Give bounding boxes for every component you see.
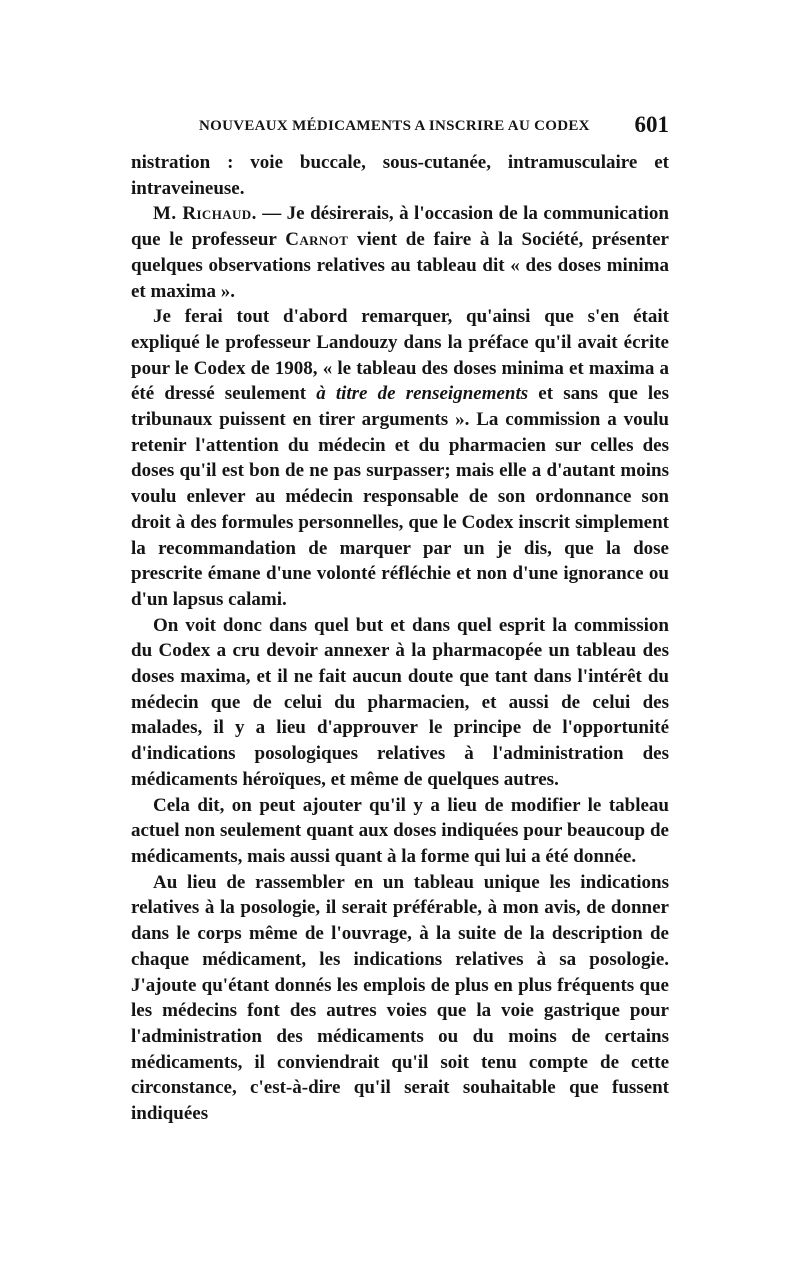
paragraph-text: nistration : voie buccale, sous-cutanée, intramusculaire et intraveineuse.	[131, 152, 669, 199]
paragraph-text: Au lieu de rassembler en un tableau unique les indications relatives à la posologie, il serait préférable, à mon avis, de donner dans le corps même de l'ouvrage, à la suite de la description de chaque médicament, les indications relatives à sa posologie. J'ajoute qu'étant donnés les emplois de plus en plus fréquents que les médecins font des autres voies que la voie gastrique pour l'administration des médicaments ou du moins de certains médicaments, il conviendrait qu'il soit tenu compte de cette circonstance, c'est-à-dire qu'il serait souhaitable que fussent indiquées	[131, 871, 669, 1125]
italic-phrase: à titre de renseignements	[316, 383, 529, 405]
paragraph-text: Cela dit, on peut ajouter qu'il y a lieu de modifier le tableau actuel non seulement quant aux doses indiquées pour beaucoup de médicaments, mais aussi quant à la forme qui lui a été donnée.	[131, 794, 669, 867]
running-header-title: NOUVEAUX MÉDICAMENTS A INSCRIRE AU CODEX	[199, 118, 590, 134]
paragraph-landouzy	[131, 304, 669, 612]
running-header	[131, 112, 669, 144]
page-number: 601	[634, 112, 669, 137]
paragraph-posologie	[131, 870, 669, 1127]
person-name-carnot: Carnot	[285, 229, 349, 251]
paragraph-continuation	[131, 150, 669, 201]
paragraph-text: Je ferai tout d'abord remarquer, qu'ainsi que s'en était expliqué le professeur Landouzy dans la préface qu'il avait écrite pour le Codex de 1908, « le tableau des doses minima et maxima a été dressé seulement	[131, 306, 669, 405]
text-body	[131, 150, 669, 1127]
paragraph-richaud-intro	[131, 201, 669, 304]
paragraph-text: — Je désirerais, à l'occasion de la communication que le professeur	[131, 203, 669, 251]
paragraph-text: et sans que les tribunaux puissent en tirer arguments ». La commission a voulu retenir l'attention du médecin et du pharmacien sur celles des doses qu'il est bon de ne pas surpasser; mais elle a d'autant moins voulu enlever au médecin responsable de son ordonnance son droit à des formules personnelles, que le Codex inscrit simplement la recommandation de marquer par un je dis, que la dose prescrite émane d'une volonté réfléchie et non d'une ignorance ou d'un lapsus calami.	[131, 383, 669, 610]
paragraph-text: vient de faire à la Société, présenter quelques observations relatives au tableau dit « des doses minima et maxima ».	[131, 229, 669, 302]
paragraph-commission	[131, 613, 669, 793]
paragraph-text: On voit donc dans quel but et dans quel esprit la commission du Codex a cru devoir annexer à la pharmacopée un tableau des doses maxima, et il ne fait aucun doute que tant dans l'intérêt du médecin que de celui du pharmacien, et aussi de celui des malades, il y a lieu d'approuver le principe de l'opportunité d'indications posologiques relatives à l'administration des médicaments héroïques, et même de quelques autres.	[131, 614, 669, 790]
speaker-name: M. Richaud.	[153, 203, 257, 225]
paragraph-modifier-tableau	[131, 793, 669, 870]
